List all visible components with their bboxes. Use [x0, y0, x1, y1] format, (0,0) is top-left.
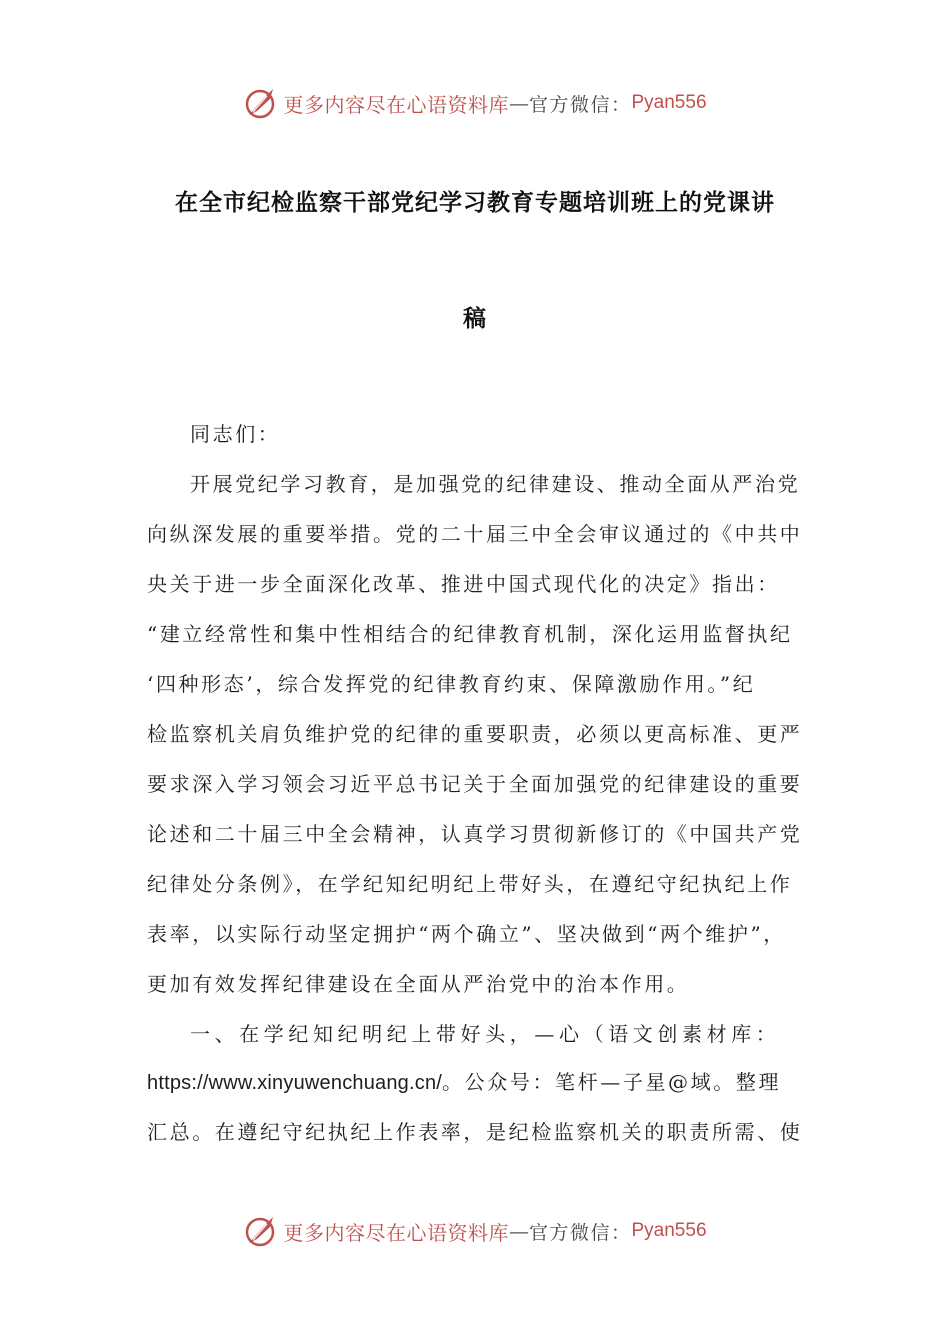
paragraph-line: 央关于进一步全面深化改革、推进中国式现代化的决定》指出：: [147, 572, 780, 596]
paragraph-line: 汇总。在遵纪守纪执纪上作表率，是纪检监察机关的职责所需、使: [147, 1120, 803, 1144]
paragraph-line-rest: 。公众号：笔杆—子星@域。整理: [442, 1070, 782, 1094]
paragraph-line: 要求深入学习领会习近平总书记关于全面加强党的纪律建设的重要: [147, 772, 803, 796]
quill-pen-icon: [243, 1213, 279, 1249]
section-heading-line: 一、在学纪知纪明纪上带好头，—心（语文创素材库：: [190, 1022, 781, 1046]
paragraph-line-with-url: [147, 1068, 807, 1097]
paragraph-line: 开展党纪学习教育，是加强党的纪律建设、推动全面从严治党: [190, 472, 801, 496]
banner-wechat-id: Pyan556: [631, 1220, 707, 1241]
paragraph-line: “建立经常性和集中性相结合的纪律教育机制，深化运用监督执纪: [147, 622, 793, 646]
banner-brand-text: 更多内容尽在心语资料库: [283, 92, 509, 117]
banner-wechat-id: Pyan556: [631, 92, 707, 113]
banner-brand-text: 更多内容尽在心语资料库: [283, 1220, 509, 1245]
paragraph-line: 检监察机关肩负维护党的纪律的重要职责，必须以更高标准、更严: [147, 722, 803, 746]
paragraph-line: 论述和二十届三中全会精神，认真学习贯彻新修订的《中国共产党: [147, 822, 803, 846]
quill-pen-icon: [243, 85, 279, 121]
source-url-link[interactable]: https://www.xinyuwenchuang.cn/: [147, 1072, 443, 1094]
document-title-line-1: 在全市纪检监察干部党纪学习教育专题培训班上的党课讲: [175, 189, 775, 216]
salutation: 同志们：: [190, 422, 281, 446]
banner-official-label: 官方微信：: [528, 1221, 632, 1244]
paragraph-line: 表率，以实际行动坚定拥护“两个确立”、坚决做到“两个维护”，: [147, 922, 786, 946]
document-title-line-2: 稿: [463, 305, 487, 332]
header-banner: [0, 78, 950, 128]
footer-banner: [0, 1206, 950, 1256]
banner-separator: —: [508, 1219, 529, 1243]
paragraph-line: 纪律处分条例》，在学纪知纪明纪上带好头，在遵纪守纪执纪上作: [147, 872, 793, 896]
banner-official-label: 官方微信：: [528, 93, 632, 116]
paragraph-line: ‘四种形态’，综合发挥党的纪律教育约束、保障激励作用。”纪: [147, 672, 756, 696]
paragraph-line: 向纵深发展的重要举措。党的二十届三中全会审议通过的《中共中: [147, 522, 803, 546]
banner-separator: —: [508, 91, 529, 115]
paragraph-line: 更加有效发挥纪律建设在全面从严治党中的治本作用。: [147, 972, 690, 996]
